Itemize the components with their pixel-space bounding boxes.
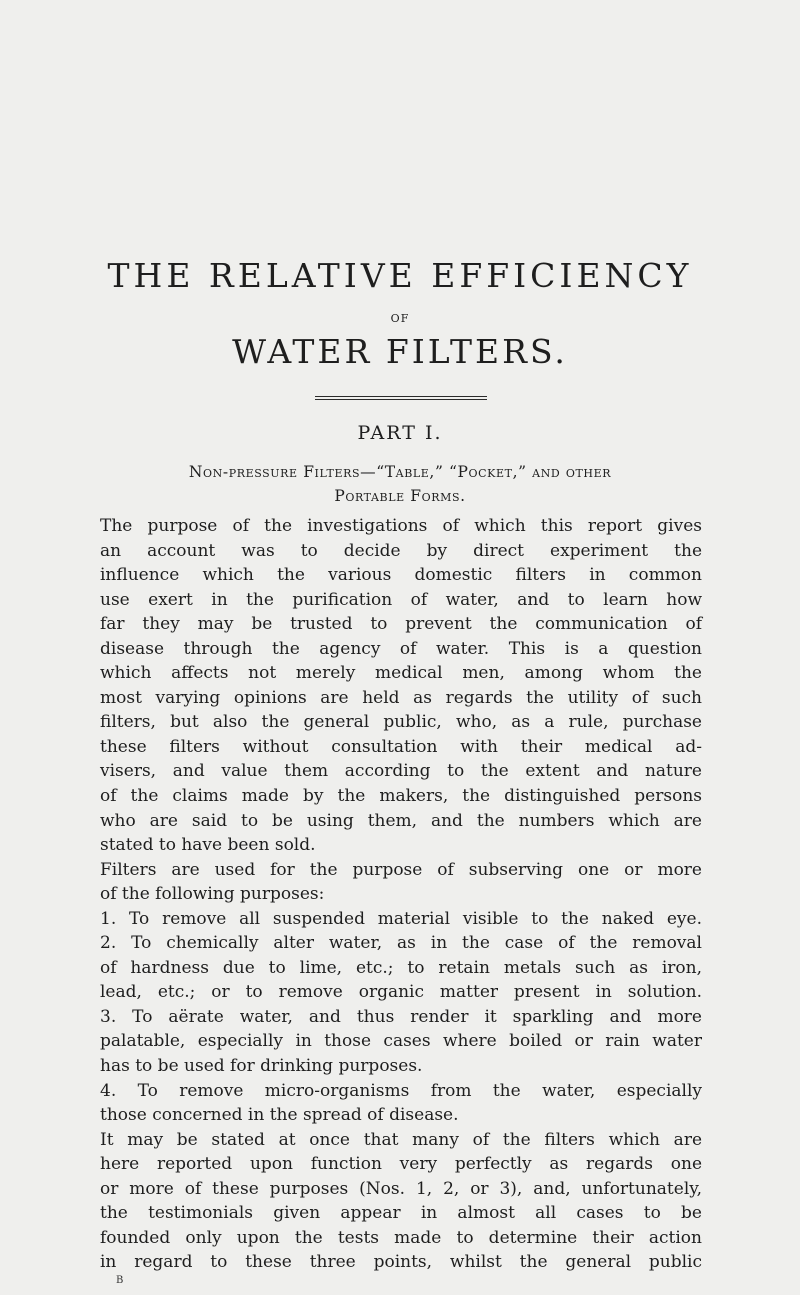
- body-line: of the claims made by the makers, the distinguished persons: [100, 786, 702, 807]
- list-item-1: 1. To remove all suspended material visible to the naked eye.: [100, 908, 702, 929]
- body-line: Filters are used for the purpose of subserving one or more: [100, 859, 702, 880]
- body-line: these filters without consultation with their medical ad-: [100, 736, 702, 757]
- body-line: or more of these purposes (Nos. 1, 2, or 3), and, unfortunately,: [100, 1178, 702, 1199]
- body-text: [100, 514, 702, 1275]
- body-line: of hardness due to lime, etc.; to retain metals such as iron,: [100, 957, 702, 978]
- body-line: palatable, especially in those cases where boiled or rain water: [100, 1031, 702, 1052]
- body-line: founded only upon the tests made to determine their action: [100, 1227, 702, 1248]
- body-line: those concerned in the spread of disease.: [100, 1105, 459, 1126]
- body-line: visers, and value them according to the extent and nature: [100, 761, 702, 782]
- subheading-line-1: Non-pressure Filters—“Table,” “Pocket,” and other: [188, 463, 612, 481]
- list-item-4: 4. To remove micro-organisms from the water, especially: [100, 1080, 702, 1101]
- body-line: who are said to be using them, and the numbers which are: [100, 810, 702, 831]
- part-heading: PART I.: [357, 422, 443, 444]
- body-line: an account was to decide by direct experiment the: [100, 540, 702, 561]
- title-rule-bottom: [315, 399, 487, 400]
- section-subheading: [150, 460, 650, 508]
- list-item-3: 3. To aërate water, and thus render it sparkling and more: [100, 1006, 702, 1027]
- body-line: influence which the various domestic filters in common: [100, 565, 702, 586]
- body-line: of the following purposes:: [100, 884, 325, 905]
- body-line: It may be stated at once that many of the filters which are: [100, 1129, 702, 1150]
- body-line: here reported upon function very perfectly as regards one: [100, 1154, 702, 1175]
- body-line: in regard to these three points, whilst the general public: [100, 1252, 702, 1273]
- title-connector: OF: [390, 312, 410, 325]
- list-item-2: 2. To chemically alter water, as in the case of the removal: [100, 933, 702, 954]
- body-line: has to be used for drinking purposes.: [100, 1056, 423, 1077]
- body-line: lead, etc.; or to remove organic matter present in solution.: [100, 982, 702, 1003]
- body-line: which affects not merely medical men, among whom the: [100, 663, 702, 684]
- body-line: most varying opinions are held as regards the utility of such: [100, 687, 702, 708]
- subheading-line-2: Portable Forms.: [334, 487, 466, 505]
- body-line: disease through the agency of water. This is a question: [100, 638, 702, 659]
- body-line: The purpose of the investigations of which this report gives: [100, 516, 702, 536]
- body-line: stated to have been sold.: [100, 835, 316, 856]
- title-line-2: WATER FILTERS.: [232, 332, 568, 371]
- title-rule-top: [315, 396, 487, 397]
- body-line: far they may be trusted to prevent the communication of: [100, 614, 702, 635]
- body-line: the testimonials given appear in almost all cases to be: [100, 1203, 702, 1224]
- body-line: use exert in the purification of water, and to learn how: [100, 589, 702, 610]
- signature-mark: B: [116, 1275, 124, 1286]
- body-line: filters, but also the general public, who, as a rule, purchase: [100, 712, 702, 733]
- title-line-1: THE RELATIVE EFFICIENCY: [107, 256, 693, 295]
